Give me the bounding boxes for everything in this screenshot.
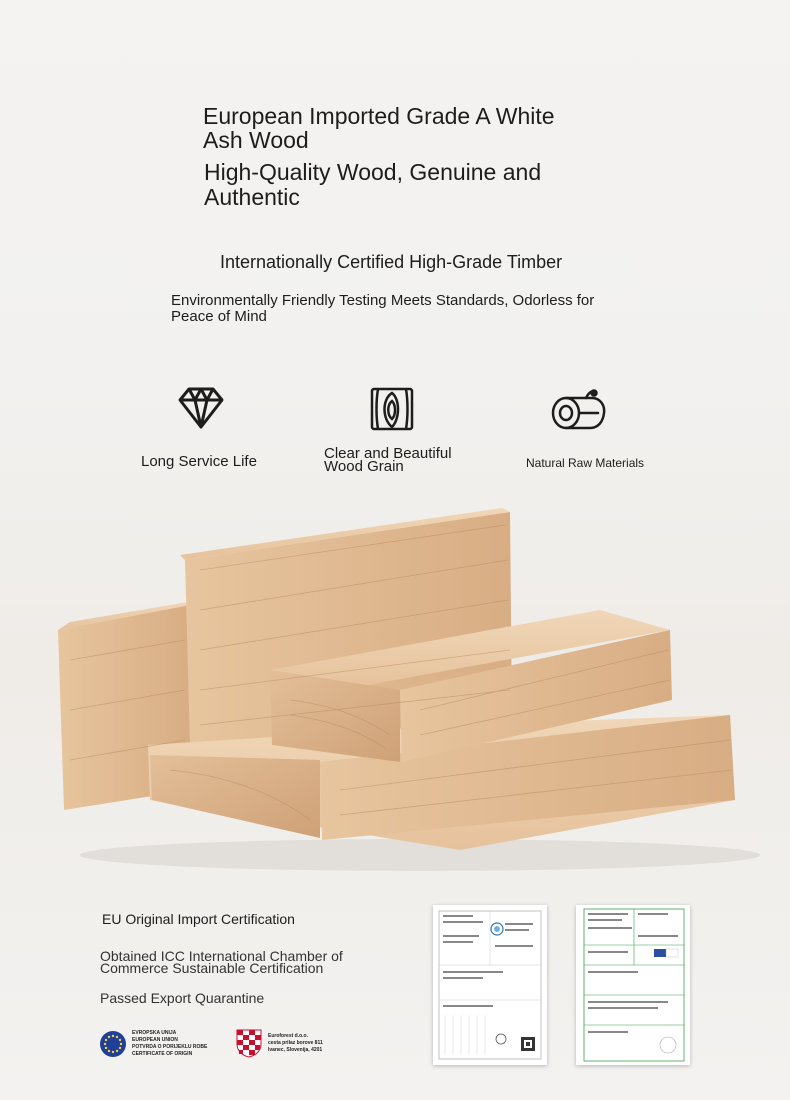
page-title: European Imported Grade A White Ash Wood (203, 103, 555, 153)
badge-line: POTVRDA O PORIJEKLU ROBE (132, 1044, 208, 1050)
certificate-document-2 (576, 905, 690, 1065)
feature-label-long-service-life: Long Service Life (141, 453, 257, 470)
page-tagline: High-Quality Wood, Genuine and Authentic (204, 159, 542, 210)
certification-subline: Environmentally Friendly Testing Meets Standards, Odorless for Peace of Mind (171, 292, 595, 325)
log-icon (550, 389, 606, 431)
cert-eu-import: EU Original Import Certification (102, 911, 295, 927)
badge-line: cesta prilaz borove 811 (268, 1039, 323, 1046)
certificate-document-1 (433, 905, 547, 1065)
badge-line: EVROPSKA UNIJA (132, 1030, 177, 1036)
wood-grain-icon (370, 387, 414, 431)
cert-icc: Obtained ICC International Chamber of Commerce Sustainable Certification (100, 948, 343, 976)
certification-headline: Internationally Certified High-Grade Timber (220, 252, 563, 272)
badge-line: Ivanec, Slovenija, 4201 (268, 1046, 323, 1053)
cert-export-quarantine: Passed Export Quarantine (100, 990, 265, 1006)
feature-label-natural-materials: Natural Raw Materials (526, 456, 645, 470)
feature-label-wood-grain: Clear and Beautiful Wood Grain (324, 445, 452, 475)
badge-line: EUROPEAN UNION (132, 1037, 178, 1043)
badge-line: CERTIFICATE OF ORIGIN (132, 1051, 193, 1057)
wood-blocks-image (40, 500, 760, 880)
croatia-crest-icon (236, 1028, 262, 1058)
eu-flag-icon (100, 1031, 126, 1057)
badge-line: Euroforest d.o.o. (268, 1032, 308, 1039)
croatia-badge (236, 1028, 323, 1058)
eu-badge (100, 1030, 207, 1058)
diamond-icon (177, 386, 225, 430)
